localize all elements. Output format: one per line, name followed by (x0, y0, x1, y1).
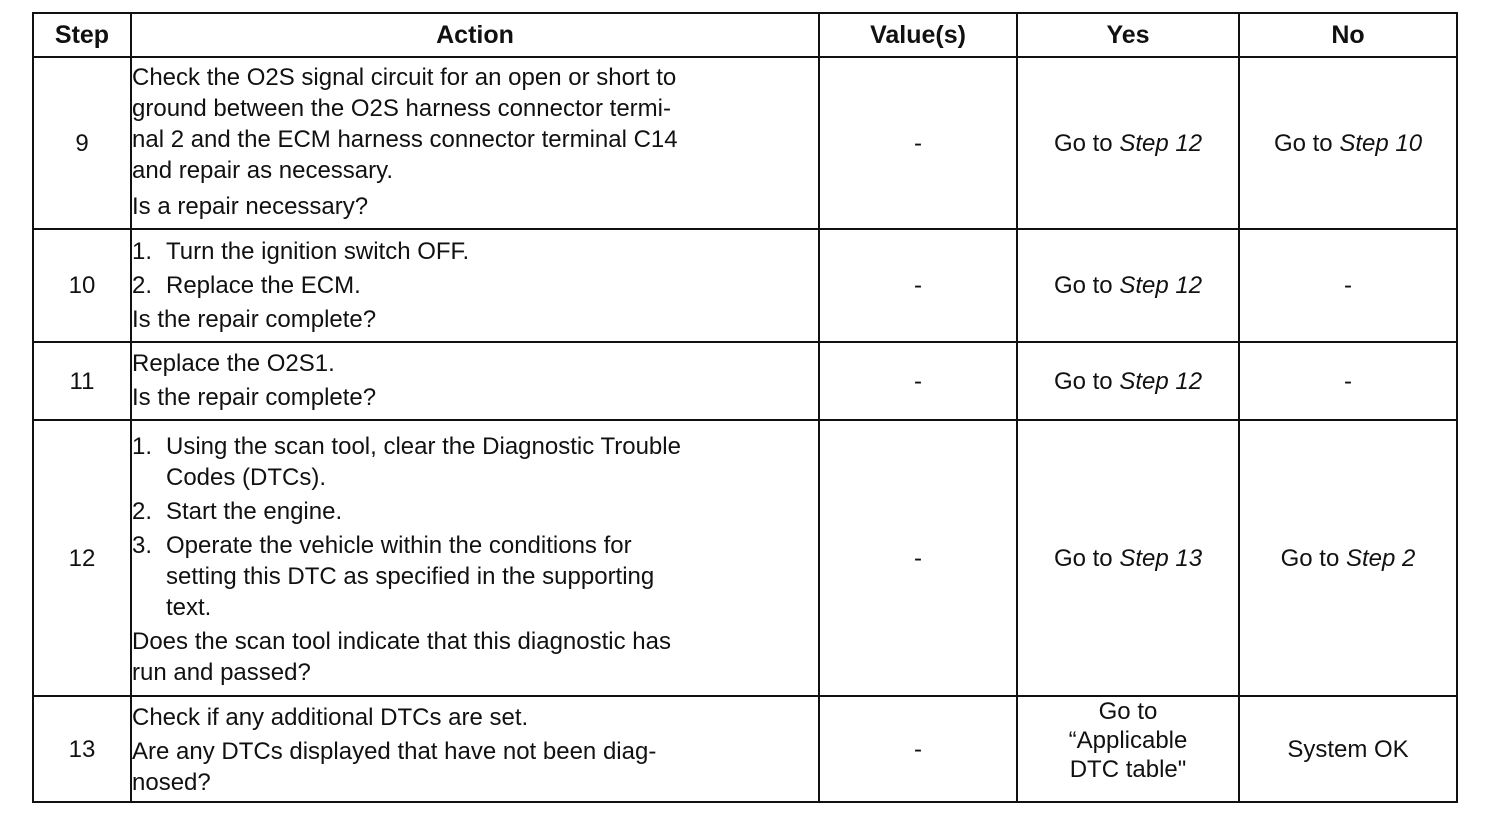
value-cell: - (819, 420, 1017, 696)
action-text: Check the O2S signal circuit for an open or short to (132, 63, 677, 91)
yes-step-link[interactable]: Step 12 (1119, 367, 1203, 395)
header-action: Action (131, 13, 819, 57)
step-number: 10 (33, 229, 131, 342)
action-cell (131, 696, 819, 802)
yes-step-link[interactable]: Step 12 (1119, 272, 1203, 299)
no-step-link[interactable]: Step 2 (1345, 544, 1416, 572)
yes-line: Go to (1098, 698, 1158, 725)
header-step: Step (33, 13, 131, 57)
action-question: Is the repair complete? (132, 384, 377, 411)
action-question: Is a repair necessary? (132, 192, 369, 220)
no-step-link[interactable]: Step 10 (1339, 129, 1423, 157)
no-prefix: Go to (1280, 544, 1340, 572)
action-cell (131, 229, 819, 342)
step-number: 12 (33, 420, 131, 696)
yes-prefix: Go to (1053, 544, 1113, 572)
yes-step-link[interactable]: Step 12 (1119, 129, 1203, 157)
action-cell (131, 57, 819, 229)
action-question: Are any DTCs displayed that have not been diag- nosed? (132, 738, 657, 796)
no-prefix: Go to (1273, 129, 1333, 157)
table-row (33, 696, 1457, 802)
value-cell: - (819, 229, 1017, 342)
action-item: 2. Start the engine. (132, 497, 343, 525)
action-item: 1. Using the scan tool, clear the Diagnostic Trouble Codes (DTCs). (132, 432, 681, 491)
action-text: Check if any additional DTCs are set. (132, 704, 529, 731)
yes-cell[interactable] (1017, 696, 1239, 802)
table-row (33, 229, 1457, 342)
value-cell: - (819, 696, 1017, 802)
header-no: No (1239, 13, 1457, 57)
yes-line: “Applicable (1068, 727, 1188, 754)
action-cell (131, 420, 819, 696)
yes-prefix: Go to (1053, 367, 1113, 395)
action-item: 2. Replace the ECM. (132, 271, 361, 299)
no-cell (1239, 57, 1457, 229)
action-text: ground between the O2S harness connector termi- (132, 94, 671, 122)
action-cell (131, 342, 819, 420)
header-values: Value(s) (819, 13, 1017, 57)
yes-step-link[interactable]: Step 13 (1119, 544, 1203, 572)
step-number: 9 (33, 57, 131, 229)
header-yes: Yes (1017, 13, 1239, 57)
step-number: 11 (33, 342, 131, 420)
table-row (33, 342, 1457, 420)
value-cell: - (819, 57, 1017, 229)
action-item: 3. Operate the vehicle within the conditions for setting this DTC as specified in the supporting text. (132, 531, 655, 621)
action-question: Does the scan tool indicate that this diagnostic has run and passed? (132, 627, 671, 686)
no-cell (1239, 420, 1457, 696)
yes-cell (1017, 420, 1239, 696)
table-row (33, 57, 1457, 229)
step-number: 13 (33, 696, 131, 802)
no-cell: - (1239, 342, 1457, 420)
action-text: Replace the O2S1. (132, 350, 335, 377)
diagnostic-table (32, 12, 1458, 803)
yes-prefix: Go to (1053, 272, 1113, 299)
yes-line: DTC table" (1069, 756, 1187, 783)
action-item: 1. Turn the ignition switch OFF. (132, 237, 470, 265)
action-question: Is the repair complete? (132, 305, 377, 333)
yes-prefix: Go to (1053, 129, 1113, 157)
no-cell: System OK (1239, 696, 1457, 802)
yes-cell (1017, 57, 1239, 229)
action-text: nal 2 and the ECM harness connector terminal C14 (132, 125, 678, 153)
table-row (33, 420, 1457, 696)
value-cell: - (819, 342, 1017, 420)
action-text: and repair as necessary. (132, 156, 394, 184)
yes-cell (1017, 342, 1239, 420)
yes-cell (1017, 229, 1239, 342)
header-row (33, 13, 1457, 57)
no-cell: - (1239, 229, 1457, 342)
